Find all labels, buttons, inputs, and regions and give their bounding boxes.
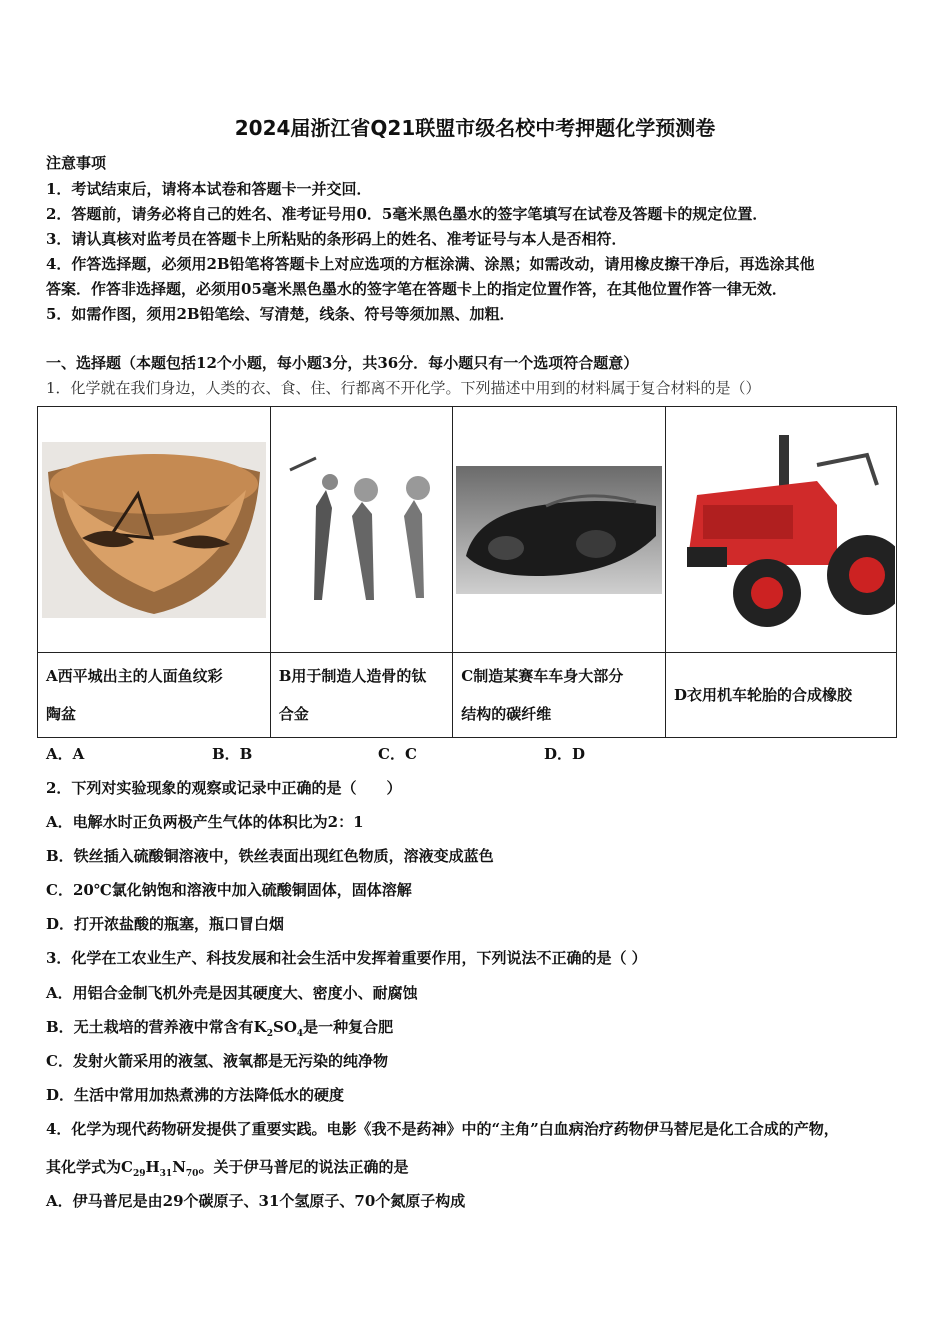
- q3-option-d[interactable]: D．生活中常用加热煮沸的方法降低水的硬度: [46, 1086, 345, 1104]
- q2-stem: 2．下列对实验现象的观察或记录中正确的是（ ）: [46, 779, 402, 797]
- notice-heading: 注意事项: [46, 154, 107, 172]
- q2-option-b[interactable]: B．铁丝插入硫酸铜溶液中，铁丝表面出现红色物质，溶液变成蓝色: [46, 847, 494, 865]
- image-cell-b: [270, 407, 453, 653]
- notice-item: 1．考试结束后，请将本试卷和答题卡一并交回．: [46, 180, 372, 198]
- q1-option-d[interactable]: D．D: [544, 745, 586, 763]
- subscript: 29: [132, 1169, 146, 1179]
- subscript: 2: [266, 1029, 273, 1039]
- notice-item: 4．作答选择题，必须用2B铅笔将答题卡上对应选项的方框涂满、涂黑；如需改动，请用橡皮擦干净后，再选涂其他: [46, 255, 815, 273]
- q1-option-b[interactable]: B．B: [212, 745, 253, 763]
- caption-c-line2: 结构的碳纤维: [461, 705, 552, 723]
- q1-option-c[interactable]: C．C: [378, 745, 417, 763]
- q4-option-a[interactable]: A．伊马普尼是由29个碳原子、31个氢原子、70个氮原子构成: [46, 1192, 466, 1210]
- q4-stem-line1: 4．化学为现代药物研发提供了重要实践。电影《我不是药神》中的“主角”白血病治疗药物伊马替尼是化工合成的产物，: [46, 1120, 839, 1138]
- caption-c: [453, 653, 666, 738]
- image-cell-d: [666, 407, 897, 653]
- section-heading: 一、选择题（本题包括12个小题，每小题3分，共36分．每小题只有一个选项符合题意）: [46, 354, 639, 372]
- q1-option-a[interactable]: A．A: [46, 745, 85, 763]
- notice-item: 答案．作答非选择题，必须用05毫米黑色墨水的签字笔在答题卡上的指定位置作答，在其他位置作答一律无效．: [46, 280, 787, 298]
- caption-d: [666, 653, 897, 738]
- red-tractor-image: [667, 425, 895, 635]
- caption-a-line2: 陶盆: [46, 705, 77, 723]
- page-title: 2024届浙江省Q21联盟市级名校中考押题化学预测卷: [234, 116, 716, 140]
- q2-option-c[interactable]: C．20℃氯化钠饱和溶液中加入硫酸铜固体，固体溶解: [46, 881, 412, 899]
- caption-a-line1: A西平城出主的人面鱼纹彩: [46, 667, 223, 685]
- painted-pottery-bowl-image: [42, 442, 266, 618]
- titanium-bone-implant-image: [276, 450, 446, 610]
- caption-d-line1: D衣用机车轮胎的合成橡胶: [674, 686, 853, 704]
- notice-item: 2．答题前，请务必将自己的姓名、准考证号用0．5毫米黑色墨水的签字笔填写在试卷及答题卡的规定位置．: [46, 205, 768, 223]
- image-cell-a: [38, 407, 271, 653]
- q4-stem-text: H: [145, 1158, 160, 1176]
- q3-option-b[interactable]: [46, 1016, 393, 1039]
- caption-b: [270, 653, 453, 738]
- caption-b-line2: 合金: [278, 705, 309, 723]
- image-cell-c: [453, 407, 666, 653]
- caption-b-line1: B用于制造人造骨的钛: [278, 667, 427, 685]
- q3-option-b-text: SO: [272, 1018, 297, 1036]
- q3-option-b-text: 是一种复合肥: [303, 1018, 394, 1036]
- subscript: 70: [185, 1169, 199, 1179]
- carbon-fiber-car-body-image: [456, 466, 662, 594]
- q4-stem-line2: [46, 1156, 408, 1179]
- subscript: 4: [296, 1029, 304, 1039]
- q4-stem-text: N: [172, 1158, 186, 1176]
- q1-image-table: [37, 406, 897, 738]
- q3-stem: 3．化学在工农业生产、科技发展和社会生活中发挥着重要作用，下列说法不正确的是（ ）: [46, 949, 647, 967]
- q2-option-d[interactable]: D．打开浓盐酸的瓶塞，瓶口冒白烟: [46, 915, 285, 933]
- q4-stem-text: 。关于伊马普尼的说法正确的是: [198, 1158, 409, 1176]
- q3-option-c[interactable]: C．发射火箭采用的液氢、液氧都是无污染的纯净物: [46, 1052, 388, 1070]
- notice-item: 5．如需作图，须用2B铅笔绘、写清楚，线条、符号等须加黑、加粗．: [46, 305, 515, 323]
- q3-option-b-text: B．无土栽培的营养液中常含有K: [46, 1018, 267, 1036]
- notice-item: 3．请认真核对监考员在答题卡上所粘贴的条形码上的姓名、准考证号与本人是否相符．: [46, 230, 627, 248]
- caption-a: [38, 653, 271, 738]
- subscript: 31: [159, 1169, 173, 1179]
- q1-options: [46, 743, 710, 764]
- q3-option-a[interactable]: A．用铝合金制飞机外壳是因其硬度大、密度小、耐腐蚀: [46, 984, 418, 1002]
- caption-c-line1: C制造某赛车车身大部分: [461, 667, 624, 685]
- q4-stem-text: 其化学式为C: [46, 1158, 133, 1176]
- q1-stem: 1．化学就在我们身边，人类的衣、食、住、行都离不开化学。下列描述中用到的材料属于复合材料的是（）: [46, 379, 761, 397]
- q2-option-a[interactable]: A．电解水时正负两极产生气体的体积比为2：1: [46, 813, 364, 831]
